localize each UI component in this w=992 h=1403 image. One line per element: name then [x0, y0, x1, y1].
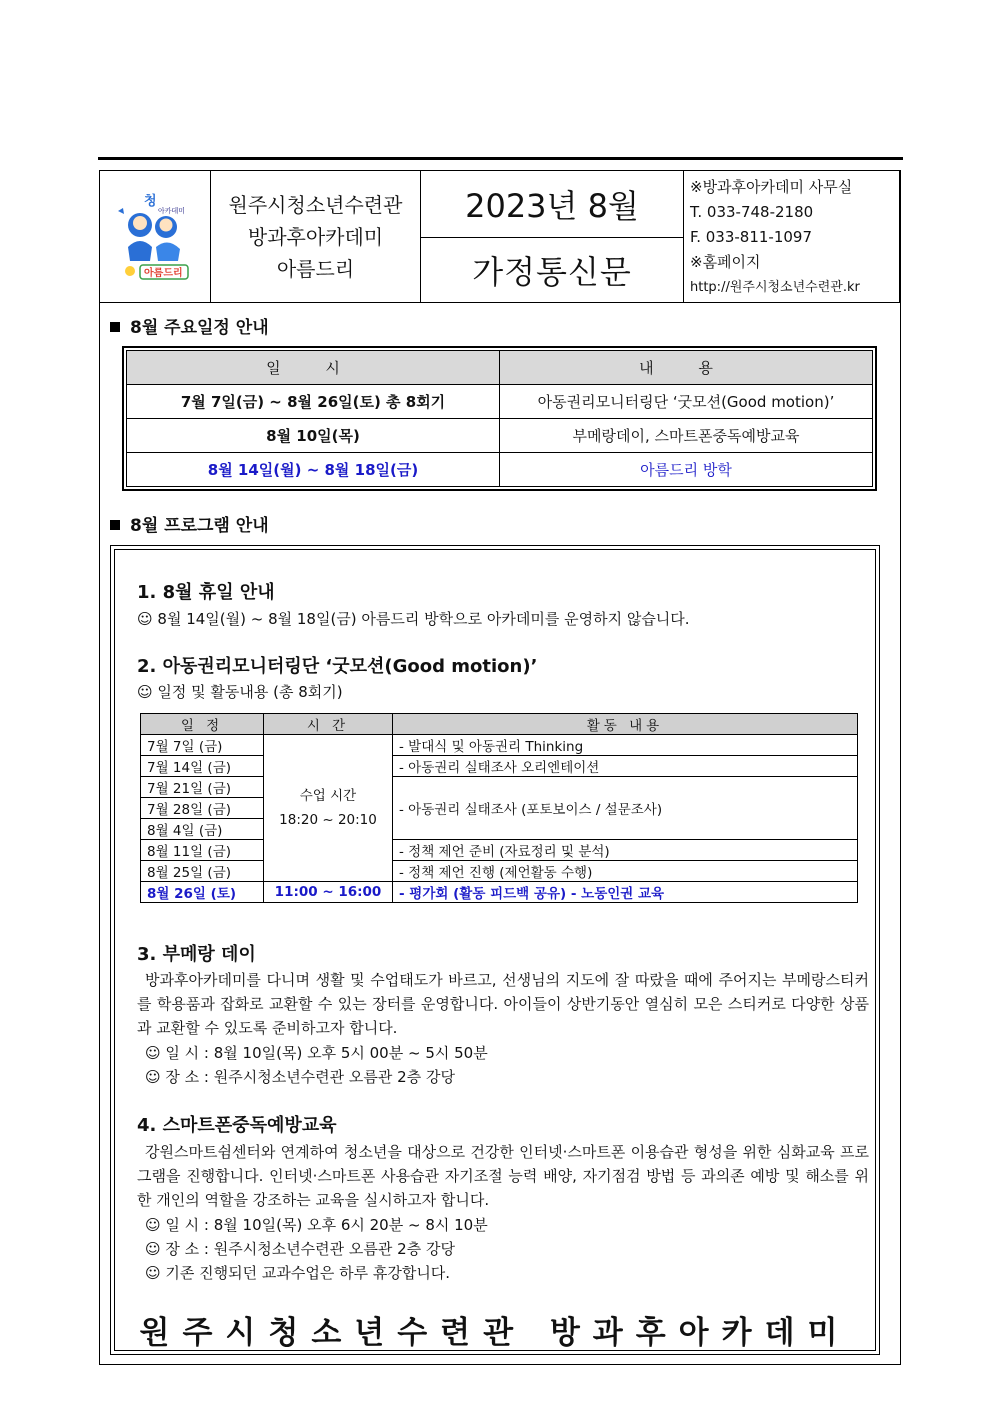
svg-text:아카데미: 아카데미 [158, 207, 186, 215]
section-1-title: 1. 8월 휴일 안내 [137, 582, 275, 603]
schedule-content: 부메랑데이, 스마트폰중독예방교육 [500, 419, 873, 453]
table-row [141, 777, 858, 798]
table-row [127, 453, 873, 487]
square-bullet-icon [110, 322, 120, 332]
activity-date: 8월 26일 (토) [141, 882, 264, 903]
table-header-row [127, 351, 873, 385]
section-4-title: 4. 스마트폰중독예방교육 [137, 1115, 337, 1136]
title-cell [421, 171, 684, 302]
header [100, 171, 900, 303]
phone: T. 033-748-2180 [690, 203, 814, 221]
schedule-date: 8월 14일(월) ~ 8월 18일(금) [127, 453, 500, 487]
activity-date: 7월 28일 (금) [141, 798, 264, 819]
activity-date: 7월 7일 (금) [141, 735, 264, 756]
table-row [141, 861, 858, 882]
svg-text:아름드리: 아름드리 [144, 268, 183, 279]
org-line-2: 방과후아카데미 [247, 224, 384, 249]
section-3-when: ☺ 일 시 : 8월 10일(목) 오후 5시 00분 ~ 5시 50분 [145, 1044, 488, 1062]
document-title: 가정통신문 [472, 252, 632, 291]
activity-date: 8월 4일 (금) [141, 819, 264, 840]
contact-heading: ※방과후아카데미 사무실 [690, 178, 853, 196]
schedule-content: 아동권리모니터링단 ‘굿모션(Good motion)’ [500, 385, 873, 419]
section-4-when: ☺ 일 시 : 8월 10일(목) 오후 6시 20분 ~ 8시 10분 [145, 1216, 488, 1234]
section-2-title: 2. 아동권리모니터링단 ‘굿모션(Good motion)’ [137, 656, 538, 677]
activity-content: - 아동권리 실태조사 (포토보이스 / 설문조사) [393, 777, 858, 840]
activity-content: - 발대식 및 아동권리 Thinking [393, 735, 858, 756]
col-time-header: 시 간 [264, 714, 393, 735]
section-3-title: 3. 부메랑 데이 [137, 944, 256, 965]
schedule-table [122, 346, 877, 491]
col-content-header: 내 용 [500, 351, 873, 385]
org-line-3: 아름드리 [276, 256, 355, 281]
table-row [127, 419, 873, 453]
section-3-where: ☺ 장 소 : 원주시청소년수련관 오름관 2층 강당 [145, 1068, 455, 1086]
program-heading: 8월 프로그램 안내 [110, 511, 269, 536]
section-4-note: ☺ 기존 진행되던 교과수업은 하루 휴강합니다. [145, 1264, 451, 1282]
activity-content: - 아동권리 실태조사 오리엔테이션 [393, 756, 858, 777]
class-time-range: 18:20 ~ 20:10 [279, 812, 377, 828]
schedule-date: 8월 10일(목) [127, 419, 500, 453]
table-row [141, 735, 858, 756]
col-date-header: 일 정 [141, 714, 264, 735]
activity-date: 8월 11일 (금) [141, 840, 264, 861]
table-row [141, 840, 858, 861]
activity-content: - 정책 제언 준비 (자료정리 및 분석) [393, 840, 858, 861]
table-row [141, 882, 858, 903]
section-3-text: 방과후아카데미를 다니며 생활 및 수업태도가 바르고, 선생님의 지도에 잘 따랐을 때에 주어지는 부메랑스티커를 학용품과 잡화로 교환할 수 있는 장터를 운영합니다. 아이들이 상반기동안 열심히 모은 스티커로 다양한 상품과 교환할 수 있도록 준비하고자 합니다. [137, 971, 869, 1037]
section-1-text: ☺ 8월 14일(월) ~ 8월 18일(금) 아름드리 방학으로 아카데미를 운영하지 않습니다. [137, 610, 690, 628]
program-box [110, 545, 880, 1355]
org-line-1: 원주시청소년수련관 [228, 192, 403, 217]
program-box-inner [114, 549, 876, 1351]
org-name-cell [211, 171, 421, 302]
activity-date: 8월 25일 (금) [141, 861, 264, 882]
activity-content: - 정책 제언 진행 (제언활동 수행) [393, 861, 858, 882]
col-date-header: 일 시 [127, 351, 500, 385]
class-time-label: 수업 시간 [299, 788, 357, 804]
table-row [141, 756, 858, 777]
table-header-row [141, 714, 858, 735]
activity-content: - 평가회 (활동 피드백 공유) - 노동인권 교육 [393, 882, 858, 903]
year-month: 2023년 8월 [421, 171, 683, 238]
schedule-heading: 8월 주요일정 안내 [110, 313, 269, 338]
section-4-where: ☺ 장 소 : 원주시청소년수련관 오름관 2층 강당 [145, 1240, 455, 1258]
col-activity-header: 활동 내용 [393, 714, 858, 735]
logo-cell [100, 171, 211, 302]
section-2-subtitle: ☺ 일정 및 활동내용 (총 8회기) [137, 683, 343, 701]
academy-logo [110, 191, 200, 281]
table-row [127, 385, 873, 419]
activity-date: 7월 21일 (금) [141, 777, 264, 798]
homepage-label: ※홈페이지 [690, 253, 761, 271]
contact-cell [684, 171, 900, 302]
activity-time: 11:00 ~ 16:00 [264, 882, 393, 903]
top-rule [98, 157, 903, 160]
footer-org-name: 원주시청소년수련관 방과후아카데미 [139, 1315, 851, 1351]
schedule-content: 아름드리 방학 [500, 453, 873, 487]
homepage-link[interactable]: http://원주시청소년수련관.kr [690, 280, 860, 295]
svg-text:청: 청 [144, 194, 157, 209]
activity-table [140, 713, 858, 903]
activity-date: 7월 14일 (금) [141, 756, 264, 777]
schedule-date: 7월 7일(금) ~ 8월 26일(토) 총 8회기 [127, 385, 500, 419]
fax: F. 033-811-1097 [690, 228, 813, 246]
class-time [264, 735, 393, 882]
square-bullet-icon [110, 520, 120, 530]
section-4-text: 강원스마트쉼센터와 연계하여 청소년을 대상으로 건강한 인터넷·스마트폰 이용습관 형성을 위한 심화교육 프로그램을 진행합니다. 인터넷·스마트폰 사용습관 자기조절 능력 배양, 자기점검 방법 등 과의존 예방 및 해소를 위한 개인의 역할을 강조하는 교육을 실시하고자 합니다. [137, 1143, 869, 1209]
newsletter-frame [99, 170, 901, 1365]
